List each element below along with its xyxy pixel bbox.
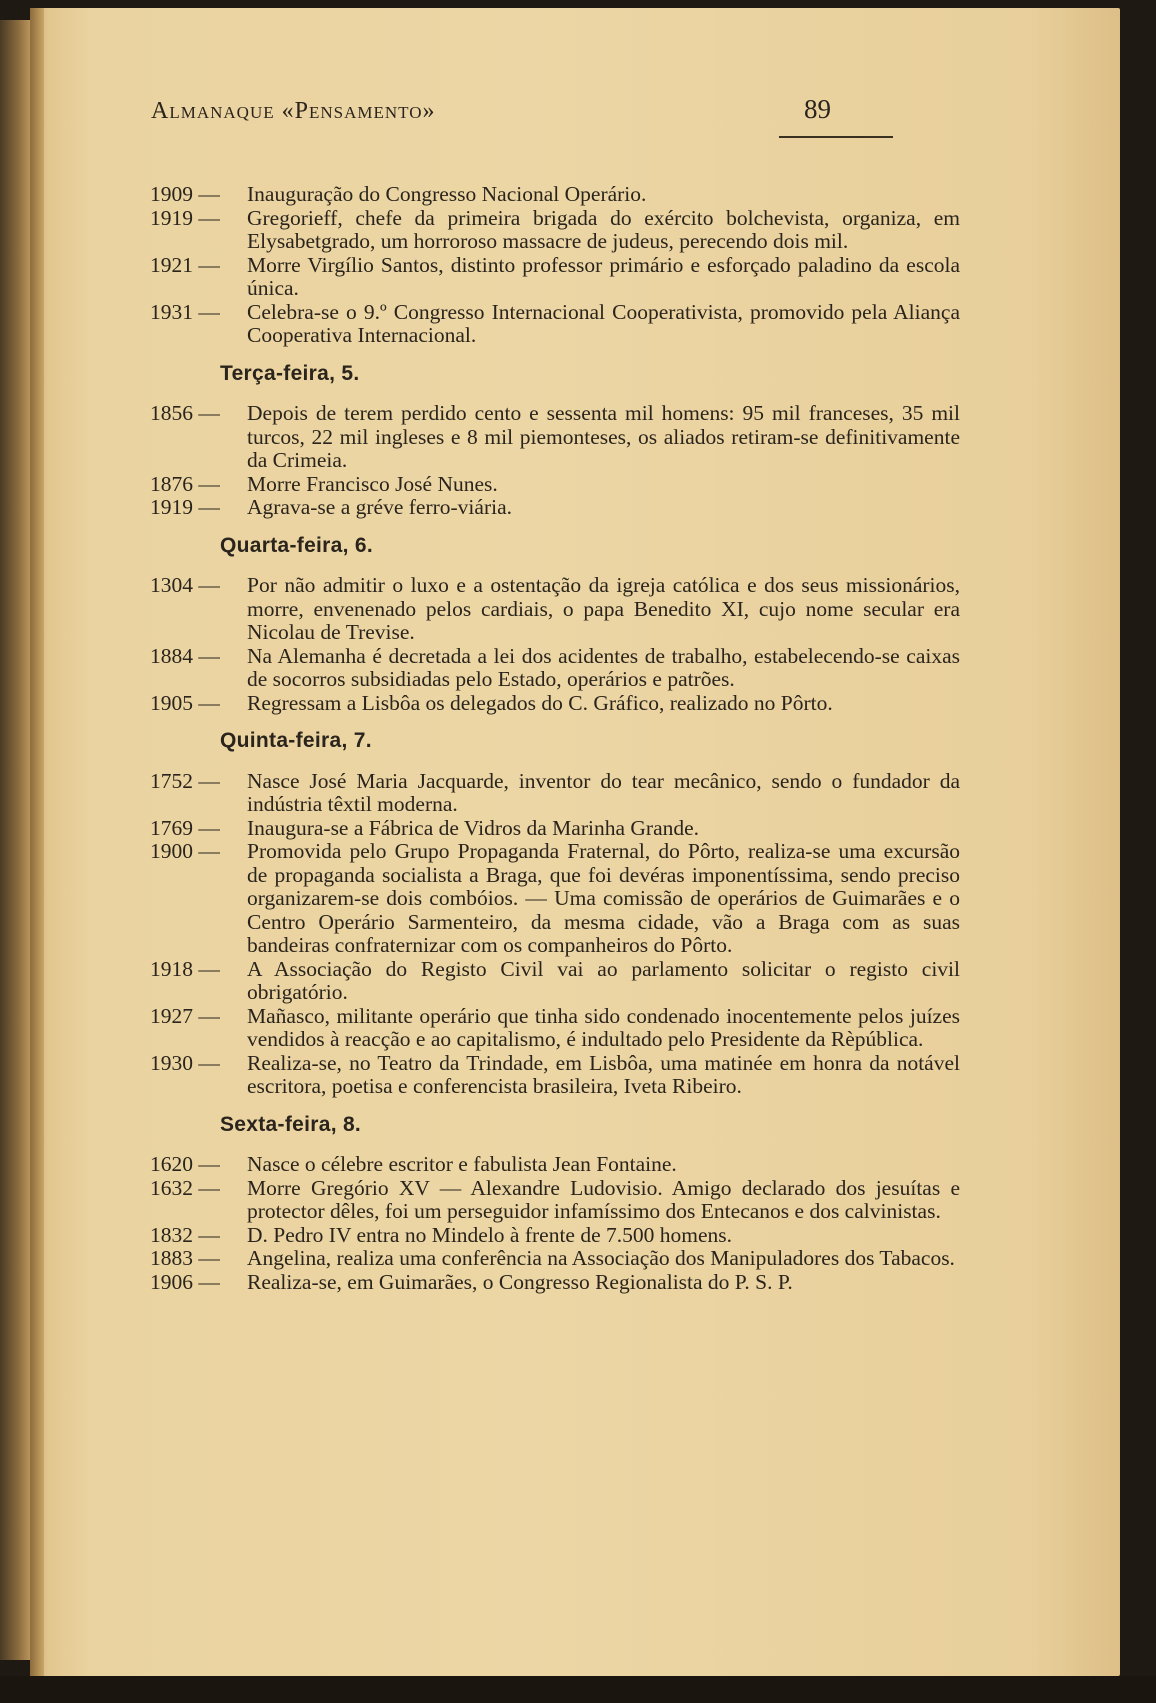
event-text: Na Alemanha é decretada a lei dos acidentes de trabalho, estabelecendo-se caixas de socorros subsidiadas pelo Estado, operários e patrões. xyxy=(247,643,960,691)
event-year: 1930 — xyxy=(150,1050,220,1075)
event-year: 1909 — xyxy=(150,182,220,206)
event-year: 1931 — xyxy=(150,299,220,324)
event-entry xyxy=(150,301,960,348)
event-year: 1876 — xyxy=(150,471,220,496)
event-entry xyxy=(150,770,960,817)
event-year: 1900 — xyxy=(150,839,220,863)
event-year: 1769 — xyxy=(150,815,220,840)
day-wednesday xyxy=(150,534,960,716)
event-text: Promovida pelo Grupo Propaganda Fraternal, do Pôrto, realiza-se uma excursão de propaganda socialista a Braga, que foi devéras imponentíssima, sendo preciso organizarem-se dois combóios. — Uma comissão de operários de Guimarães e o Centro Operário Sarmenteiro, da mesma cidade, vão a Braga com as suas bandeiras confraternizar com os companheiros do Pôrto. xyxy=(247,839,960,957)
event-year: 1832 — xyxy=(150,1222,220,1247)
event-year: 1927 — xyxy=(150,1003,220,1028)
event-year: 1905 — xyxy=(150,690,220,715)
event-year: 1304 — xyxy=(150,573,220,597)
day-heading: Quarta-feira, 6. xyxy=(220,533,374,557)
event-entry xyxy=(150,207,960,254)
event-year: 1918 — xyxy=(150,956,220,981)
event-text: Inaugura-se a Fábrica de Vidros da Marinha Grande. xyxy=(247,815,700,840)
page-gutter-shadow xyxy=(30,8,44,1676)
day-tuesday xyxy=(150,362,960,520)
event-year: 1856 — xyxy=(150,401,220,425)
event-text: Regressam a Lisbôa os delegados do C. Gráfico, realizado no Pôrto. xyxy=(247,690,833,715)
event-entry xyxy=(150,1271,960,1295)
running-title: Almanaque «Pensamento» xyxy=(151,98,436,124)
event-entry xyxy=(150,1177,960,1224)
previous-page-edge xyxy=(0,20,30,1660)
day-heading: Quinta-feira, 7. xyxy=(220,729,372,752)
event-entry xyxy=(150,473,960,497)
event-entry xyxy=(150,817,960,841)
page-header xyxy=(151,94,891,132)
event-year: 1921 — xyxy=(150,252,220,277)
event-entry xyxy=(150,645,960,692)
event-entry xyxy=(150,574,960,645)
event-entry xyxy=(150,183,960,207)
event-year: 1883 — xyxy=(150,1246,220,1270)
event-entry xyxy=(150,1153,960,1177)
event-text: Nasce o célebre escritor e fabulista Jean Fontaine. xyxy=(247,1152,677,1176)
event-text: Mañasco, militante operário que tinha sido condenado inocentemente pelos juízes vendidos à reacção e ao capitalismo, é indultado pelo Presidente da Rèpública. xyxy=(247,1003,960,1051)
event-text: Angelina, realiza uma conferência na Associação dos Manipuladores dos Tabacos. xyxy=(247,1246,955,1270)
event-entry xyxy=(150,1247,960,1271)
event-entry xyxy=(150,402,960,473)
event-text: Morre Francisco José Nunes. xyxy=(247,471,498,496)
event-text: Por não admitir o luxo e a ostentação da igreja católica e dos seus missionários, morre, envenenado pelos cardiais, o papa Benedito XI, cujo nome secular era Nicolau de Trevise. xyxy=(247,573,960,644)
event-text: Realiza-se, em Guimarães, o Congresso Regionalista do P. S. P. xyxy=(247,1269,793,1294)
event-year: 1632 — xyxy=(150,1175,220,1200)
event-year: 1906 — xyxy=(150,1269,220,1294)
scan-bottom-edge xyxy=(0,1676,1156,1703)
event-text: Nasce José Maria Jacquarde, inventor do tear mecânico, sendo o fundador da indústria têxtil moderna. xyxy=(247,768,960,816)
day-thursday xyxy=(150,729,960,1099)
event-year: 1919 — xyxy=(150,205,220,230)
event-year: 1752 — xyxy=(150,768,220,793)
day-heading: Sexta-feira, 8. xyxy=(220,1112,362,1136)
header-rule xyxy=(779,136,893,138)
event-year: 1919 — xyxy=(150,495,220,519)
event-text: A Associação do Registo Civil vai ao parlamento solicitar o registo civil obrigatório. xyxy=(247,956,960,1004)
calendar-content xyxy=(150,183,960,1308)
event-text: Inauguração do Congresso Nacional Operário. xyxy=(247,182,647,206)
event-entry xyxy=(150,1052,960,1099)
event-text: D. Pedro IV entra no Mindelo à frente de 7.500 homens. xyxy=(247,1222,733,1247)
event-entry xyxy=(150,692,960,716)
event-entry xyxy=(150,254,960,301)
event-entry xyxy=(150,496,960,520)
event-text: Depois de terem perdido cento e sessenta mil homens: 95 mil franceses, 35 mil turcos, 22 mil ingleses e 8 mil piemonteses, os aliados retiram-se definitivamente da Crimeia. xyxy=(247,401,960,472)
event-text: Morre Virgílio Santos, distinto professor primário e esforçado paladino da escola única. xyxy=(247,252,960,300)
event-text: Agrava-se a gréve ferro-viária. xyxy=(247,495,513,519)
event-entry xyxy=(150,1005,960,1052)
page-number: 89 xyxy=(804,94,831,124)
event-entry xyxy=(150,840,960,958)
event-entry xyxy=(150,1224,960,1248)
event-text: Gregorieff, chefe da primeira brigada do exército bolchevista, organiza, em Elysabetgrado, um horroroso massacre de judeus, perecendo dois mil. xyxy=(247,205,960,253)
event-text: Celebra-se o 9.º Congresso Internacional Cooperativista, promovido pela Aliança Cooperativa Internacional. xyxy=(247,299,960,347)
day-friday xyxy=(150,1113,960,1295)
event-year: 1884 — xyxy=(150,643,220,668)
day-heading: Terça-feira, 5. xyxy=(220,361,360,385)
event-year: 1620 — xyxy=(150,1152,220,1176)
event-text: Morre Gregório XV — Alexandre Ludovisio. Amigo declarado dos jesuítas e protector dêles, foi um perseguidor infamíssimo dos Entecanos e dos calvinistas. xyxy=(247,1175,960,1223)
day-monday-continued xyxy=(150,183,960,348)
event-text: Realiza-se, no Teatro da Trindade, em Lisbôa, uma matinée em honra da notável escritora, poetisa e conferencista brasileira, Iveta Ribeiro. xyxy=(247,1050,960,1098)
event-entry xyxy=(150,958,960,1005)
